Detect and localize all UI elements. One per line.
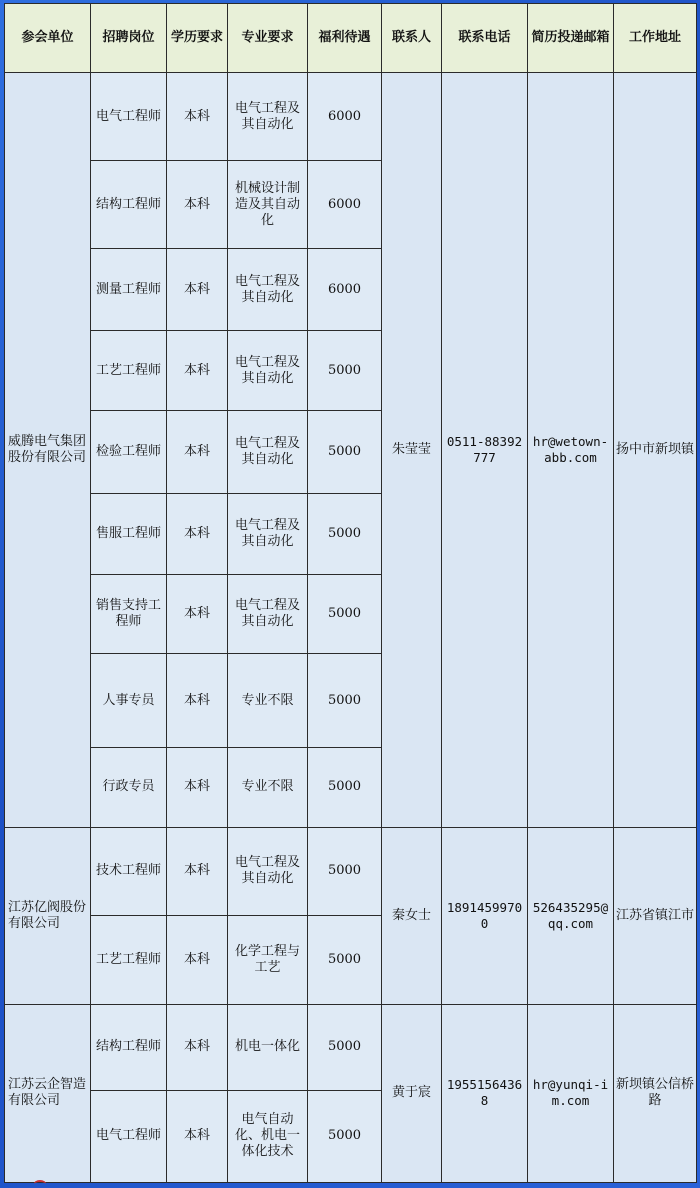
position-cell: 售服工程师 <box>91 494 167 575</box>
education-cell: 本科 <box>167 915 228 1004</box>
resume-email: hr@wetown-abb.com <box>528 73 614 828</box>
company-name: 江苏云企智造有限公司 <box>5 1004 91 1182</box>
salary-cell: 6000 <box>308 249 382 331</box>
header-contact: 联系人 <box>382 4 442 73</box>
education-cell: 本科 <box>167 575 228 654</box>
education-cell: 本科 <box>167 494 228 575</box>
position-cell: 工艺工程师 <box>91 915 167 1004</box>
company-name: 江苏亿阀股份有限公司 <box>5 827 91 1004</box>
position-cell: 检验工程师 <box>91 411 167 494</box>
major-cell: 电气工程及其自动化 <box>228 494 308 575</box>
header-phone: 联系电话 <box>442 4 528 73</box>
education-cell: 本科 <box>167 411 228 494</box>
contact-name: 秦女士 <box>382 827 442 1004</box>
position-cell: 结构工程师 <box>91 161 167 249</box>
header-position: 招聘岗位 <box>91 4 167 73</box>
contact-name: 黄于宸 <box>382 1004 442 1182</box>
major-cell: 电气工程及其自动化 <box>228 73 308 161</box>
education-cell: 本科 <box>167 73 228 161</box>
salary-cell: 5000 <box>308 1004 382 1090</box>
table-row <box>5 1004 697 1090</box>
education-cell: 本科 <box>167 1090 228 1182</box>
position-cell: 行政专员 <box>91 747 167 827</box>
position-cell: 销售支持工程师 <box>91 575 167 654</box>
table-row <box>5 73 697 161</box>
position-cell: 结构工程师 <box>91 1004 167 1090</box>
position-cell: 电气工程师 <box>91 73 167 161</box>
salary-cell: 5000 <box>308 494 382 575</box>
major-cell: 化学工程与工艺 <box>228 915 308 1004</box>
salary-cell: 5000 <box>308 331 382 411</box>
header-company: 参会单位 <box>5 4 91 73</box>
major-cell: 机械设计制造及其自动化 <box>228 161 308 249</box>
header-address: 工作地址 <box>614 4 697 73</box>
major-cell: 电气工程及其自动化 <box>228 249 308 331</box>
major-cell: 电气工程及其自动化 <box>228 411 308 494</box>
salary-cell: 5000 <box>308 575 382 654</box>
salary-cell: 5000 <box>308 747 382 827</box>
resume-email: hr@yunqi-im.com <box>528 1004 614 1182</box>
contact-phone: 18914599700 <box>442 827 528 1004</box>
education-cell: 本科 <box>167 827 228 915</box>
recruitment-table <box>4 3 697 1183</box>
education-cell: 本科 <box>167 331 228 411</box>
salary-cell: 6000 <box>308 161 382 249</box>
header-major: 专业要求 <box>228 4 308 73</box>
salary-cell: 5000 <box>308 915 382 1004</box>
contact-phone: 0511-88392777 <box>442 73 528 828</box>
table-row <box>5 827 697 915</box>
education-cell: 本科 <box>167 249 228 331</box>
major-cell: 电气工程及其自动化 <box>228 331 308 411</box>
salary-cell: 5000 <box>308 411 382 494</box>
salary-cell: 5000 <box>308 1090 382 1182</box>
salary-cell: 5000 <box>308 827 382 915</box>
education-cell: 本科 <box>167 161 228 249</box>
header-email: 简历投递邮箱 <box>528 4 614 73</box>
header-row <box>5 4 697 73</box>
contact-name: 朱莹莹 <box>382 73 442 828</box>
company-name: 威腾电气集团股份有限公司 <box>5 73 91 828</box>
major-cell: 电气自动化、机电一体化技术 <box>228 1090 308 1182</box>
major-cell: 专业不限 <box>228 654 308 747</box>
work-address: 扬中市新坝镇 <box>614 73 697 828</box>
salary-cell: 5000 <box>308 654 382 747</box>
major-cell: 专业不限 <box>228 747 308 827</box>
major-cell: 电气工程及其自动化 <box>228 575 308 654</box>
resume-email: 526435295@qq.com <box>528 827 614 1004</box>
work-address: 新坝镇公信桥路 <box>614 1004 697 1182</box>
education-cell: 本科 <box>167 654 228 747</box>
position-cell: 电气工程师 <box>91 1090 167 1182</box>
header-education: 学历要求 <box>167 4 228 73</box>
education-cell: 本科 <box>167 747 228 827</box>
corner-decoration <box>34 1180 46 1188</box>
recruitment-sheet <box>4 3 696 1183</box>
major-cell: 机电一体化 <box>228 1004 308 1090</box>
position-cell: 测量工程师 <box>91 249 167 331</box>
salary-cell: 6000 <box>308 73 382 161</box>
contact-phone: 19551564368 <box>442 1004 528 1182</box>
position-cell: 人事专员 <box>91 654 167 747</box>
position-cell: 工艺工程师 <box>91 331 167 411</box>
major-cell: 电气工程及其自动化 <box>228 827 308 915</box>
work-address: 江苏省镇江市 <box>614 827 697 1004</box>
position-cell: 技术工程师 <box>91 827 167 915</box>
header-salary: 福利待遇 <box>308 4 382 73</box>
education-cell: 本科 <box>167 1004 228 1090</box>
